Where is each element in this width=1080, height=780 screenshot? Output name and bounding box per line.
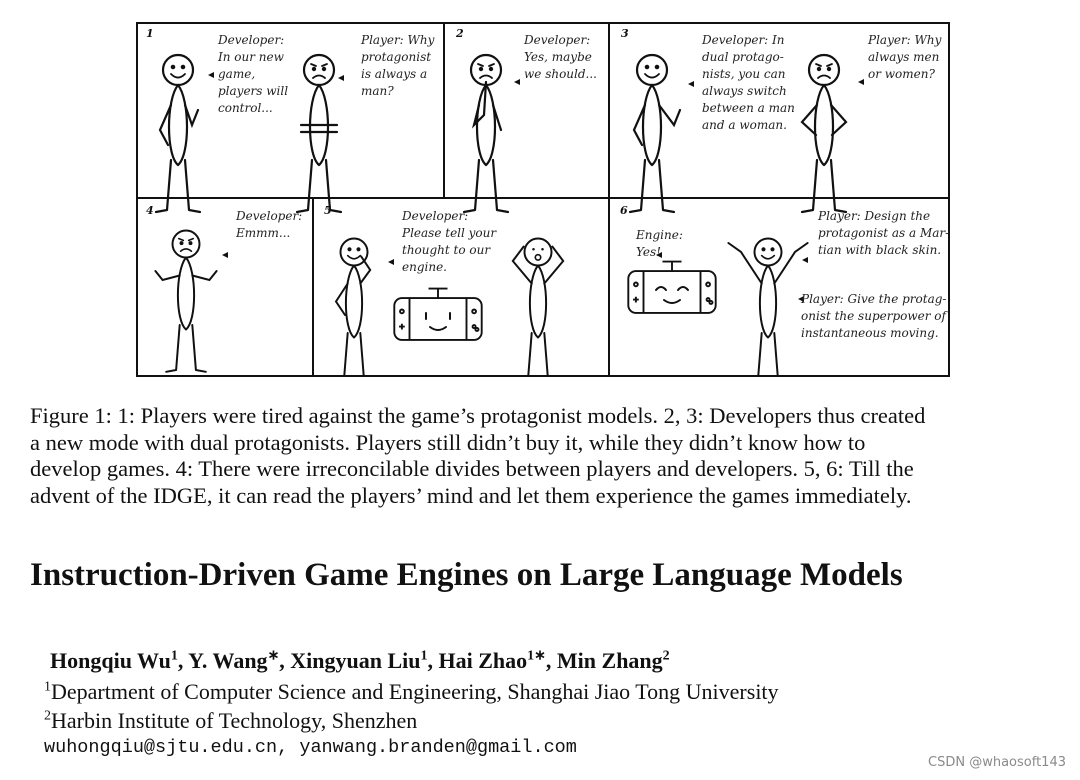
speech-bubble: Player: Design the protagonist as a Mar- tian with black skin. [818,209,950,257]
panel-number: 1 [146,27,154,40]
caption-line: a new mode with dual protagonists. Players still didn’t buy it, while they didn’t know how to [30,429,866,455]
author-affiliation-mark: 1 [170,648,178,664]
speech-bubble: Developer: In our new game, players will control... [218,33,289,115]
figure-caption [30,403,1060,509]
affiliation-mark: 1 [44,679,51,695]
speech-bubble: Player: Give the protag- onist the superpower of instantaneous moving. [801,292,947,340]
speech-bubble: Engine: Yes! [636,228,683,259]
affiliation [44,679,779,705]
affiliation-text: Harbin Institute of Technology, Shenzhen [51,708,418,733]
paper-title: Instruction-Driven Game Engines on Large Language Models [30,557,903,593]
panel-number: 2 [456,27,464,40]
speech-bubble: Player: Why always men or women? [868,33,942,81]
author-list: Hongqiu Wu$^1$, Y. Wang∗, Xingyuan Liu$^1$, Hai Zhao$^{1∗}$, Min Zhang$^2$ [50,648,670,673]
speech-bubble: Developer: Yes, maybe we should... [524,33,597,81]
author-emails: wuhongqiu@sjtu.edu.cn, yanwang.branden@gmail.com [44,737,577,758]
panel-number: 3 [621,27,629,40]
affiliation [44,708,417,734]
speech-bubble: Developer: In dual protago- nists, you can always switch between a man and a woman. [702,33,795,132]
panel-number: 5 [324,204,332,217]
author-affiliation-mark: 2 [662,648,670,664]
author-affiliation-mark: 1∗ [527,648,546,664]
caption-line: advent of the IDGE, it can read the players’ mind and let them experience the games immediately. [30,482,912,508]
affiliation-text: Department of Computer Science and Engineering, Shanghai Jiao Tong University [51,679,779,704]
affiliation-mark: 2 [44,708,51,724]
panel-number: 6 [620,204,628,217]
author-affiliation-mark: 1 [420,648,428,664]
author-name: Min Zhang [556,648,663,673]
comic-figure [136,22,950,377]
author-name: Hongqiu Wu [50,648,171,673]
author-affiliation-mark: ∗ [267,648,280,664]
watermark: CSDN @whaosoft143 [928,755,1066,770]
author-name: Hai Zhao [438,648,528,673]
speech-bubble: Player: Why protagonist is always a man? [361,33,435,98]
caption-line: develop games. 4: There were irreconcilable divides between players and developers. 5, 6: Till the [30,456,914,481]
author-name: Xingyuan Liu [290,648,421,673]
panel-number: 4 [146,204,154,217]
author-name: Y. Wang [188,648,268,673]
speech-bubble: Developer: Please tell your thought to our engine. [402,209,497,274]
caption-line: Figure 1: 1: Players were tired against the game’s protagonist models. 2, 3: Developers thus created [30,403,926,428]
speech-bubble: Developer: Emmm... [236,209,303,240]
